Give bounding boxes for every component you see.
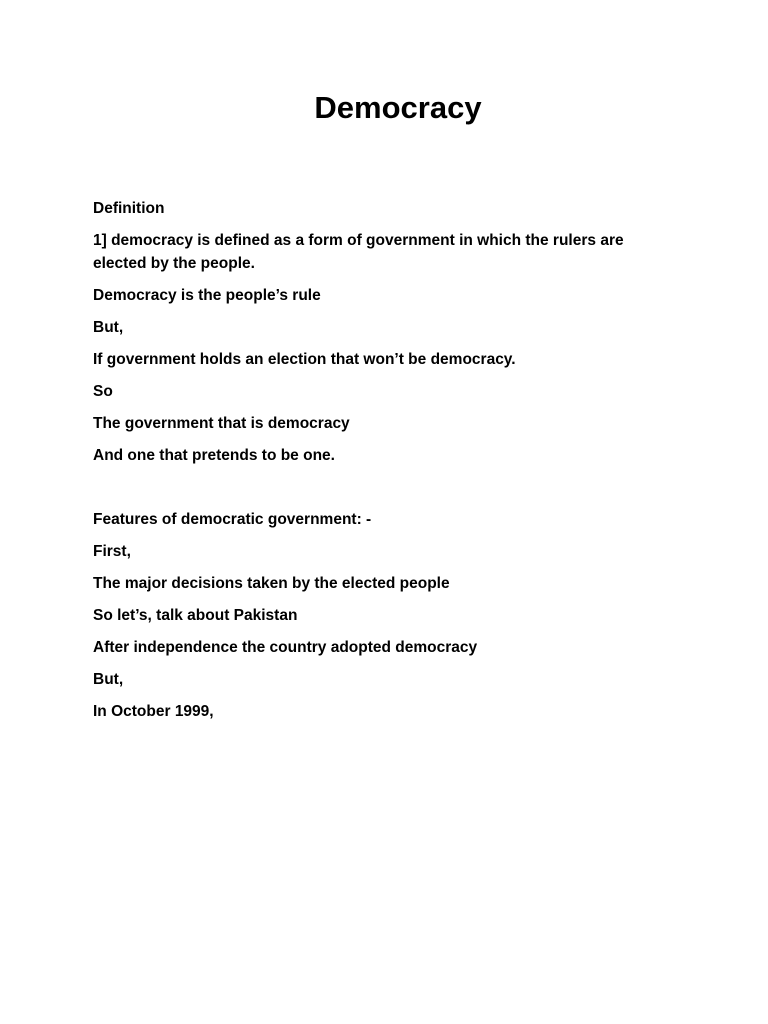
paragraph-features-heading: Features of democratic government: -	[93, 511, 372, 528]
paragraph: Democracy is the people’s rule	[93, 287, 321, 304]
paragraph: So let’s, talk about Pakistan	[93, 607, 298, 624]
blank-line	[93, 476, 653, 499]
paragraph-definition-heading: Definition	[93, 200, 165, 217]
paragraph-definition-text: 1] democracy is defined as a form of government in which the rulers are elected by the people.	[93, 232, 624, 272]
document-title: Democracy	[314, 90, 482, 125]
paragraph: After independence the country adopted democracy	[93, 639, 478, 656]
paragraph: The government that is democracy	[93, 415, 350, 432]
paragraph: If government holds an election that won’t be democracy.	[93, 351, 516, 368]
paragraph: But,	[93, 671, 124, 688]
paragraph: But,	[93, 319, 124, 336]
document-body	[93, 197, 653, 732]
paragraph: And one that pretends to be one.	[93, 447, 335, 464]
paragraph: First,	[93, 543, 131, 560]
paragraph: The major decisions taken by the elected people	[93, 575, 450, 592]
paragraph: In October 1999,	[93, 703, 214, 720]
paragraph: So	[93, 383, 113, 400]
